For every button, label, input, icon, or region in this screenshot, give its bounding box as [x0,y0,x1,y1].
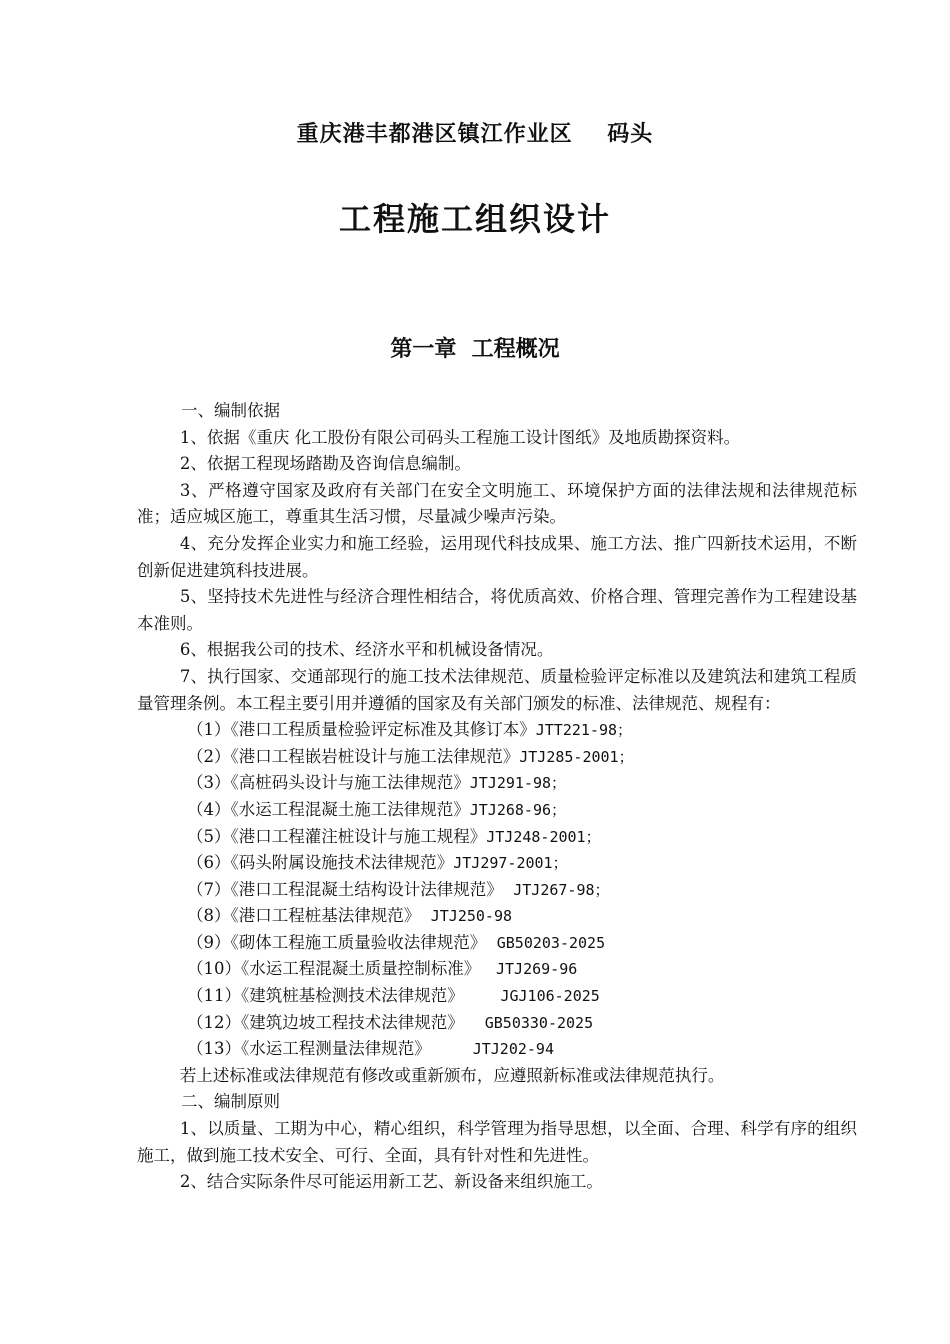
standard-item [137,770,857,797]
standard-name: （7）《港口工程混凝土结构设计法律规范》 [187,879,514,899]
standard-name: （5）《港口工程灌注桩设计与施工规程》 [187,826,487,846]
standard-item [137,850,857,877]
standard-name: （13）《水运工程测量法律规范》 [187,1039,473,1059]
basis-item-1: 1、依据《重庆 化工股份有限公司码头工程施工设计图纸》及地质勘探资料。 [179,427,741,447]
chapter-heading: 第一章 工程概况 [390,337,560,362]
section-heading-principles: 二、编制原则 [181,1092,280,1112]
standard-code: JTJ248-2001； [486,827,601,846]
standard-item [137,1010,857,1037]
standard-item [137,956,857,983]
standard-code: GB50330-2025 [484,1013,594,1032]
basis-item-7: 7、执行国家、交通部现行的施工技术法律规范、质量检验评定标准以及建筑法和建筑工程质量管理条例。本工程主要引用并遵循的国家及有关部门颁发的标准、法律规范、规程有： [137,666,857,713]
standard-item [137,744,857,771]
standard-item [137,877,857,904]
basis-item-6: 6、根据我公司的技术、经济水平和机械设备情况。 [179,640,554,660]
standard-item [137,1036,857,1063]
standard-name: （2）《港口工程嵌岩桩设计与施工法律规范》 [187,746,520,766]
standard-item [137,983,857,1010]
basis-item-2: 2、依据工程现场踏勘及咨询信息编制。 [179,454,471,474]
principle-item-2: 2、结合实际条件尽可能运用新工艺、新设备来组织施工。 [179,1172,603,1192]
standard-code: JTJ202-94 [472,1040,554,1059]
standard-name: （12）《建筑边坡工程技术法律规范》 [187,1012,485,1032]
standard-code: JTJ285-2001； [519,747,634,766]
standard-name: （8）《港口工程桩基法律规范》 [187,906,431,926]
standard-item [137,824,857,851]
standard-code: JTJ268-96； [469,800,567,819]
basis-item-4: 4、充分发挥企业实力和施工经验，运用现代科技成果、施工方法、推广四新技术运用，不断创新促进建筑科技进展。 [137,533,857,580]
standard-code: GB50203-2025 [496,933,606,952]
principle-item-1: 1、以质量、工期为中心，精心组织，科学管理为指导思想，以全面、合理、科学有序的组织施工，做到施工技术安全、可行、全面，具有针对性和先进性。 [137,1119,857,1165]
standard-code: JTJ269-96 [495,960,578,979]
standard-name: （9）《砌体工程施工质量验收法律规范》 [187,932,497,952]
standard-code: JTJ267-98； [513,880,610,899]
standard-code: JGJ106-2025 [500,987,600,1006]
standard-item [137,717,857,744]
standard-name: （11）《建筑桩基检测技术法律规范》 [187,986,501,1006]
document-title-line1: 重庆港丰都港区镇江作业区 码头 [296,122,654,147]
basis-item-5: 5、坚持技术先进性与经济合理性相结合，将优质高效、价格合理、管理完善作为工程建设基本准则。 [137,587,857,633]
standard-code: JTJ297-2001； [453,854,568,873]
standards-closing-note: 若上述标准或法律规范有修改或重新颁布，应遵照新标准或法律规范执行。 [179,1065,725,1085]
standard-code: JTJ291-98； [469,774,567,793]
standard-name: （6）《码头附属设施技术法律规范》 [187,853,454,873]
standard-name: （10）《水运工程混凝土质量控制标准》 [187,959,496,979]
standard-code: JTT221-98； [535,721,633,740]
standard-item [137,903,857,930]
standard-name: （1）《港口工程质量检验评定标准及其修订本》 [187,720,536,740]
standard-item [137,797,857,824]
basis-item-3: 3、严格遵守国家及政府有关部门在安全文明施工、环境保护方面的法律法规和法律规范标准；适应城区施工，尊重其生活习惯，尽量减少噪声污染。 [137,480,857,527]
standard-code: JTJ250-98 [430,907,513,926]
standard-name: （3）《高桩码头设计与施工法律规范》 [187,773,470,793]
document-title-line2: 工程施工组织设计 [338,200,611,238]
section-heading-basis: 一、编制依据 [181,401,280,420]
standard-item [137,930,857,957]
document-body [137,398,857,1196]
standard-name: （4）《水运工程混凝土施工法律规范》 [187,799,470,819]
